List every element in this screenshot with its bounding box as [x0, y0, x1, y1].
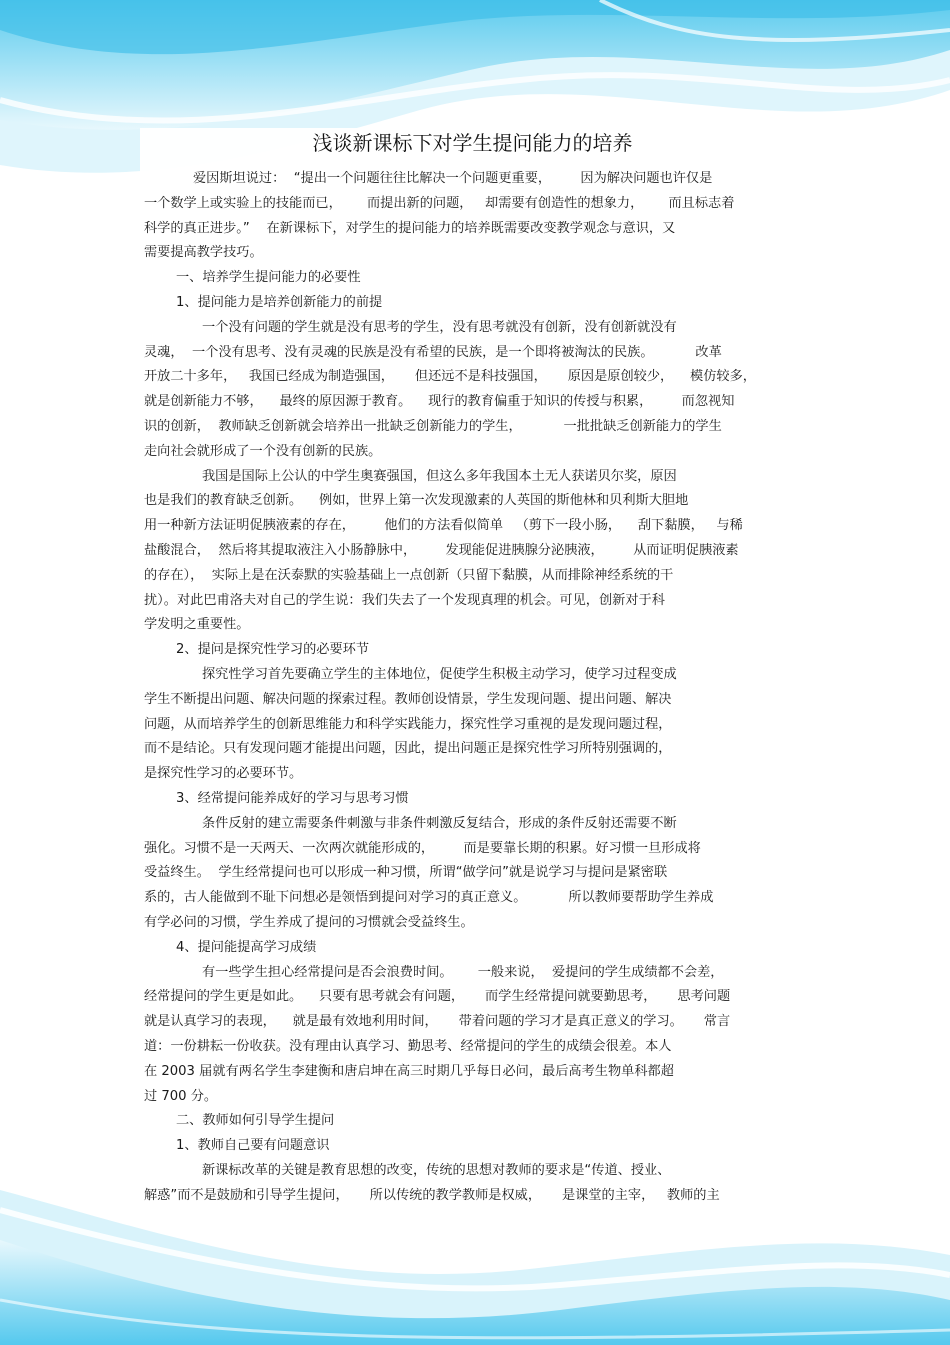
- paragraph-line: 科学的真正进步。” 在新课标下，对学生的提问能力的培养既需要改变教学观念与意识，又: [144, 220, 676, 236]
- paragraph-line: 扰）。对此巴甫洛夫对自己的学生说：我们失去了一个发现真理的机会。可见，创新对于科: [144, 592, 665, 608]
- paragraph-line: 盐酸混合， 然后将其提取液注入小肠静脉中， 发现能促进胰腺分泌胰液， 从而证明促胰液素: [144, 543, 739, 558]
- paragraph-line: 爱因斯坦说过： “提出一个问题往往比解决一个问题更重要， 因为解决问题也许仅是: [193, 171, 713, 186]
- paragraph-line: 学发明之重要性。: [144, 617, 250, 633]
- paragraph-line: 1、提问能力是培养创新能力的前提: [176, 295, 383, 310]
- paragraph-line: 探究性学习首先要确立学生的主体地位，促使学生积极主动学习，使学习过程变成: [202, 667, 677, 682]
- paragraph-line: 而不是结论。只有发现问题才能提出问题，因此，提出问题正是探究性学习所特别强调的，: [144, 741, 672, 757]
- paragraph-line: 道：一份耕耘一份收获。没有理由认真学习、勤思考、经常提问的学生的成绩会很差。本人: [144, 1039, 672, 1054]
- paragraph-line: 需要提高教学技巧。: [144, 245, 263, 261]
- paragraph-line: 解惑”而不是鼓励和引导学生提问， 所以传统的教学教师是权威， 是课堂的主宰， 教师的主: [144, 1187, 720, 1203]
- paragraph-line: 走向社会就形成了一个没有创新的民族。: [144, 443, 382, 459]
- paragraph-line: 一个没有问题的学生就是没有思考的学生，没有思考就没有创新，没有创新就没有: [202, 319, 677, 335]
- paragraph-line: 就是创新能力不够， 最终的原因源于教育。 现行的教育偏重于知识的传授与积累， 而忽视知: [144, 394, 735, 410]
- paragraph-line: 识的创新， 教师缺乏创新就会培养出一批缺乏创新能力的学生， 一批批缺乏创新能力的学生: [144, 419, 722, 434]
- paragraph-line: 在 2003 届就有两名学生李建衡和唐启坤在高三时期几乎每日必问，最后高考生物单科都超: [144, 1063, 674, 1079]
- paragraph-line: 也是我们的教育缺乏创新。 例如，世界上第一次发现激素的人英国的斯他林和贝利斯大胆地: [144, 493, 689, 509]
- paragraph-line: 是探究性学习的必要环节。: [144, 766, 303, 782]
- paragraph-line: 有一些学生担心经常提问是否会浪费时间。 一般来说， 爱提问的学生成绩都不会差，: [202, 964, 724, 980]
- paragraph-line: 一个数学上或实验上的技能而已， 而提出新的问题， 却需要有创造性的想象力， 而且标志着: [144, 195, 735, 211]
- paragraph-line: 3、经常提问能养成好的学习与思考习惯: [176, 791, 409, 806]
- paragraph-line: 经常提问的学生更是如此。 只要有思考就会有问题， 而学生经常提问就要勤思考， 思考问题: [144, 989, 731, 1005]
- paragraph-line: 受益终生。 学生经常提问也可以形成一种习惯，所谓“做学问”就是说学习与提问是紧密联: [144, 865, 668, 881]
- document-title: 浅谈新课标下对学生提问能力的培养: [312, 131, 633, 155]
- paragraph-line: 条件反射的建立需要条件刺激与非条件刺激反复结合，形成的条件反射还需要不断: [202, 815, 677, 831]
- paragraph-line: 二、教师如何引导学生提问: [176, 1113, 335, 1129]
- paragraph-line: 学生不断提出问题、解决问题的探索过程。教师创设情景，学生发现问题、提出问题、解决: [144, 691, 672, 707]
- paragraph-line: 灵魂， 一个没有思考、没有灵魂的民族是没有希望的民族，是一个即将被淘汰的民族。 改革: [144, 344, 722, 360]
- paragraph-line: 有学必问的习惯，学生养成了提问的习惯就会受益终生。: [144, 915, 474, 930]
- paragraph-line: 新课标改革的关键是教育思想的改变，传统的思想对教师的要求是“传道、授业、: [202, 1163, 671, 1178]
- paragraph-line: 用一种新方法证明促胰液素的存在， 他们的方法看似简单 （剪下一段小肠， 刮下黏膜， 与稀: [144, 518, 743, 534]
- paragraph-line: 开放二十多年， 我国已经成为制造强国， 但还远不是科技强国， 原因是原创较少， 模仿较多，: [144, 369, 756, 385]
- paragraph-line: 4、提问能提高学习成绩: [176, 939, 317, 955]
- paragraph-line: 系的，古人能做到不耻下问想必是领悟到提问对学习的真正意义。 所以教师要帮助学生养成: [144, 890, 714, 906]
- paragraph-line: 强化。习惯不是一天两天、一次两次就能形成的， 而是要靠长期的积累。好习惯一旦形成将: [144, 840, 701, 856]
- paragraph-line: 过 700 分。: [144, 1088, 218, 1104]
- paragraph-line: 我国是国际上公认的中学生奥赛强国，但这么多年我国本土无人获诺贝尔奖，原因: [202, 468, 677, 484]
- paragraph-line: 一、培养学生提问能力的必要性: [176, 270, 361, 286]
- paragraph-line: 的存在）， 实际上是在沃泰默的实验基础上一点创新（只留下黏膜，从而排除神经系统的干: [144, 567, 674, 583]
- paragraph-line: 2、提问是探究性学习的必要环节: [176, 642, 370, 658]
- paragraph-line: 1、教师自己要有问题意识: [176, 1138, 330, 1154]
- paragraph-line: 就是认真学习的表现， 就是最有效地利用时间， 带着问题的学习才是真正意义的学习。 常言: [144, 1014, 731, 1030]
- paragraph-line: 问题，从而培养学生的创新思维能力和科学实践能力，探究性学习重视的是发现问题过程，: [144, 716, 672, 732]
